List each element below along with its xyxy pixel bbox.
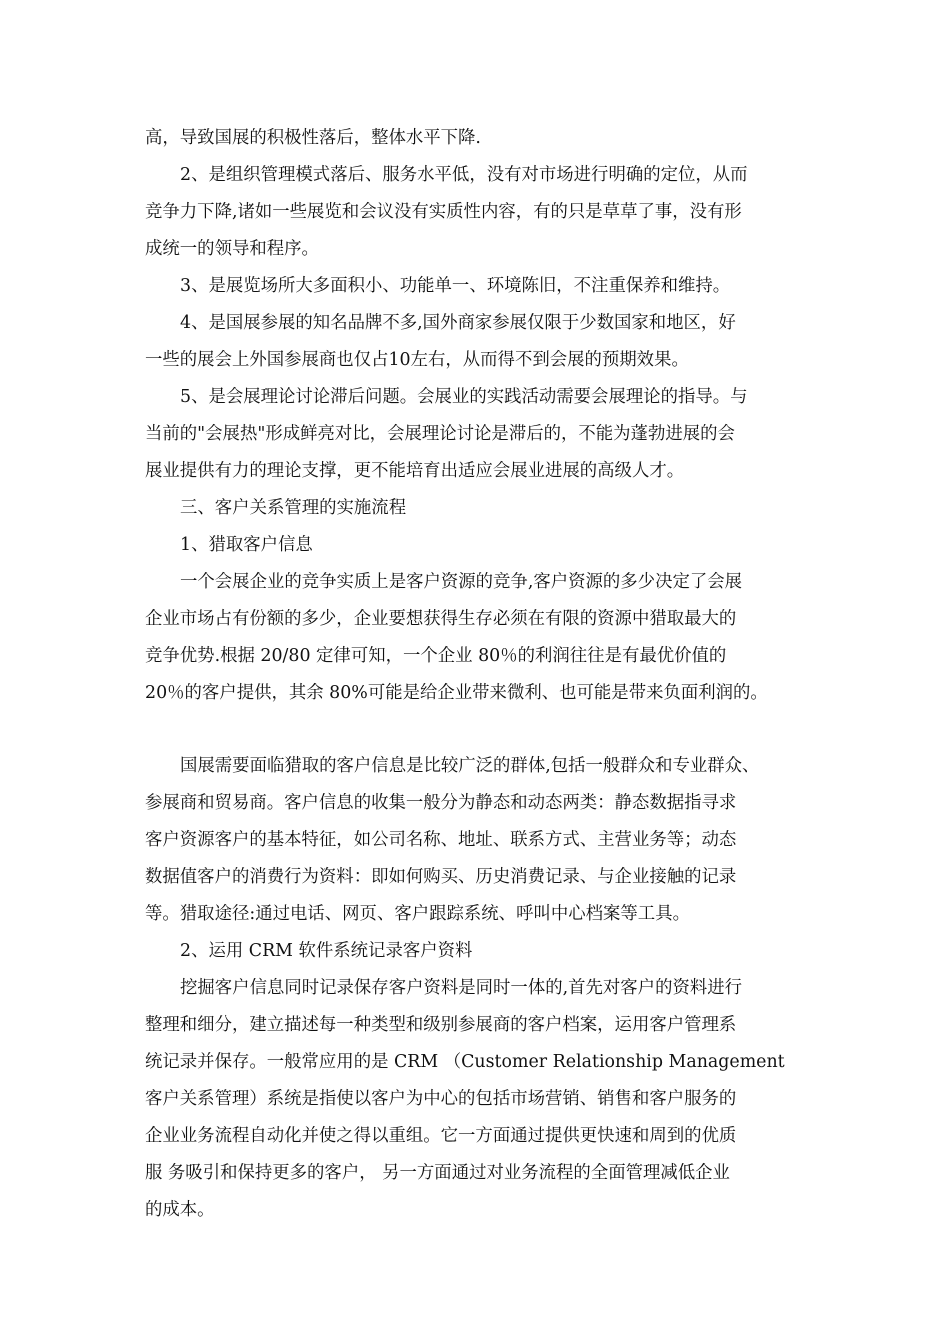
text-line: 数据值客户的消费行为资料：即如何购买、历史消费记录、与企业接触的记录: [145, 867, 737, 887]
text-line: 竞争优势.根据 20/80 定律可知，一个企业 80％的利润往往是有最优价值的: [145, 646, 727, 666]
text-line: 展业提供有力的理论支撑，更不能培育出适应会展业进展的高级人才。: [145, 461, 685, 481]
paragraph-line: 5、是会展理论讨论滞后问题。会展业的实践活动需要会展理论的指导。与: [180, 387, 748, 407]
paragraph-line: 一个会展企业的竞争实质上是客户资源的竞争,客户资源的多少决定了会展: [180, 572, 743, 592]
text-line: 等。猎取途径:通过电话、网页、客户跟踪系统、呼叫中心档案等工具。: [145, 904, 690, 924]
text-line: 竞争力下降,诸如一些展览和会议没有实质性内容，有的只是草草了事，没有形: [145, 202, 742, 222]
text-line: 的成本。: [145, 1200, 215, 1220]
paragraph-line: 挖掘客户信息同时记录保存客户资料是同时一体的,首先对客户的资料进行: [180, 978, 743, 998]
text-line: 统记录并保存。一般常应用的是 CRM （Customer Relationship Management: [145, 1052, 785, 1072]
text-line: 客户关系管理）系统是指使以客户为中心的包括市场营销、销售和客户服务的: [145, 1089, 737, 1109]
text-line: 成统一的领导和程序。: [145, 239, 319, 259]
text-line: 当前的"会展热"形成鲜亮对比，会展理论讨论是滞后的，不能为蓬勃进展的会: [145, 424, 735, 444]
text-line: 20％的客户提供，其余 80%可能是给企业带来微利、也可能是带来负面利润的。: [145, 683, 768, 703]
text-line: 服 务吸引和保持更多的客户， 另一方面通过对业务流程的全面管理减低企业: [145, 1163, 730, 1183]
text-line: 整理和细分，建立描述每一种类型和级别参展商的客户档案，运用客户管理系: [145, 1015, 737, 1035]
text-line: 参展商和贸易商。客户信息的收集一般分为静态和动态两类：静态数据指寻求: [145, 793, 737, 813]
subsection-heading: 1、猎取客户信息: [180, 535, 313, 555]
paragraph-line: 4、是国展参展的知名品牌不多,国外商家参展仅限于少数国家和地区，好: [180, 313, 736, 333]
text-line: 企业市场占有份额的多少，企业要想获得生存必须在有限的资源中猎取最大的: [145, 609, 737, 629]
paragraph-line: 3、是展览场所大多面积小、功能单一、环境陈旧，不注重保养和维持。: [180, 276, 731, 296]
paragraph-line: 2、是组织管理模式落后、服务水平低，没有对市场进行明确的定位，从而: [180, 165, 748, 185]
paragraph-gap: [145, 712, 807, 748]
text-line: 高，导致国展的积极性落后，整体水平下降.: [145, 128, 481, 148]
text-line: 客户资源客户的基本特征，如公司名称、地址、联系方式、主营业务等；动态: [145, 830, 737, 850]
paragraph-line: 国展需要面临猎取的客户信息是比较广泛的群体,包括一般群众和专业群众、: [180, 756, 760, 776]
section-heading: 三、客户关系管理的实施流程: [180, 498, 407, 518]
text-line: 一些的展会上外国参展商也仅占10左右，从而得不到会展的预期效果。: [145, 350, 689, 370]
document-body: [145, 120, 807, 1229]
text-line: 企业业务流程自动化并使之得以重组。它一方面通过提供更快速和周到的优质: [145, 1126, 737, 1146]
subsection-heading: 2、运用 CRM 软件系统记录客户资料: [180, 941, 473, 961]
